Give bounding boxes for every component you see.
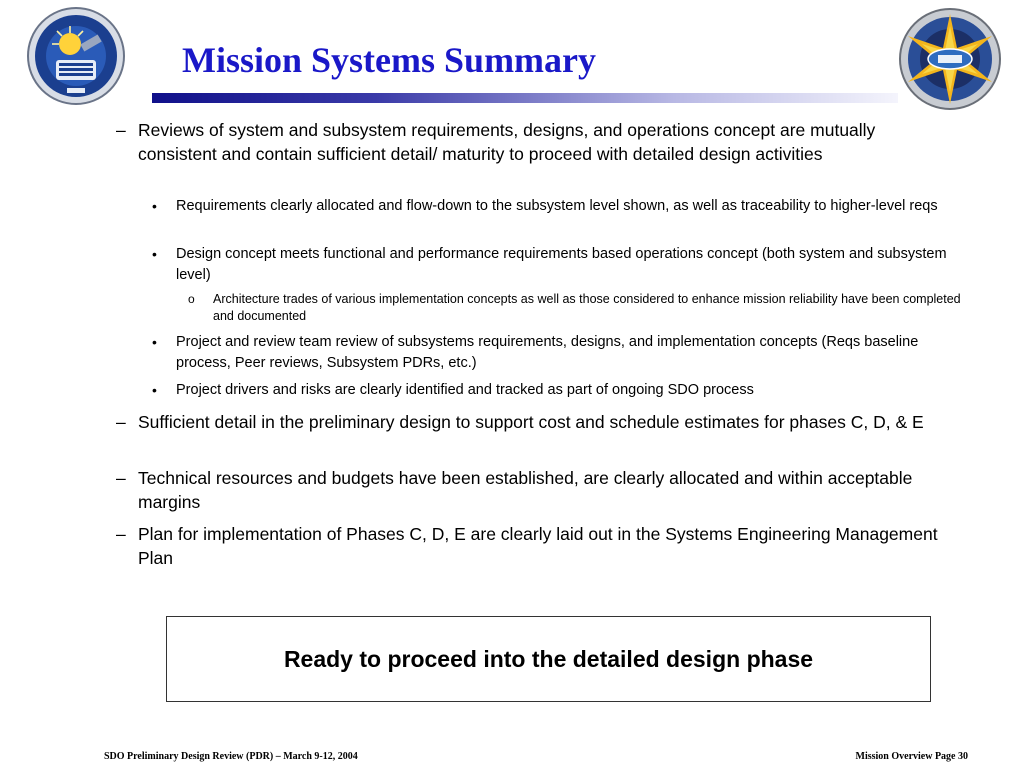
list-item xyxy=(0,291,1024,325)
list-item-text: Requirements clearly allocated and flow-down to the subsystem level shown, as well as traceability to higher-level reqs xyxy=(176,198,938,214)
solar-dynamics-observatory-logo-icon xyxy=(26,6,126,106)
circle-bullet: o xyxy=(188,292,195,306)
dash-bullet: – xyxy=(116,412,126,432)
living-with-a-star-logo-icon xyxy=(894,6,1006,112)
dot-bullet: • xyxy=(152,334,157,350)
dot-bullet: • xyxy=(152,382,157,398)
list-item-text: Project and review team review of subsystems requirements, designs, and implementation concepts (Reqs baseline process, Peer reviews, Subsystem PDRs, etc.) xyxy=(176,334,919,371)
list-item-text: Project drivers and risks are clearly identified and tracked as part of ongoing SDO process xyxy=(176,382,754,398)
footer-page-number: Mission Overview Page 30 xyxy=(855,751,968,762)
list-item-text: Sufficient detail in the preliminary design to support cost and schedule estimates for phases C, D, & E xyxy=(138,412,924,432)
list-item-text: Design concept meets functional and performance requirements based operations concept (both system and subsystem level) xyxy=(176,246,947,283)
dash-bullet: – xyxy=(116,468,126,488)
list-item-text: Architecture trades of various implementation concepts as well as those considered to enhance mission reliability have been completed and documented xyxy=(213,292,961,323)
title-underline-bar xyxy=(152,93,898,103)
footer-left-text: SDO Preliminary Design Review (PDR) – March 9-12, 2004 xyxy=(104,751,358,762)
callout-box xyxy=(166,616,931,702)
dash-bullet: – xyxy=(116,120,126,140)
dot-bullet: • xyxy=(152,246,157,262)
list-item-text: Plan for implementation of Phases C, D, E are clearly laid out in the Systems Engineering Management Plan xyxy=(138,524,938,568)
list-item xyxy=(0,410,1024,458)
page-title: Mission Systems Summary xyxy=(182,40,597,80)
list-item xyxy=(0,466,1024,514)
callout-text: Ready to proceed into the detailed design phase xyxy=(283,645,814,672)
list-item-text: Technical resources and budgets have been established, are clearly allocated and within acceptable margins xyxy=(138,468,913,512)
dot-bullet: • xyxy=(152,198,157,214)
list-item xyxy=(0,244,1024,286)
list-item xyxy=(0,332,1024,374)
list-item-text: Reviews of system and subsystem requirements, designs, and operations concept are mutually consistent and contain sufficient detail/ maturity to proceed with detailed design activities xyxy=(138,120,876,164)
list-item xyxy=(0,118,1024,190)
list-item xyxy=(0,380,1024,401)
dash-bullet: – xyxy=(116,524,126,544)
list-item xyxy=(0,522,1024,570)
list-item xyxy=(0,196,1024,238)
